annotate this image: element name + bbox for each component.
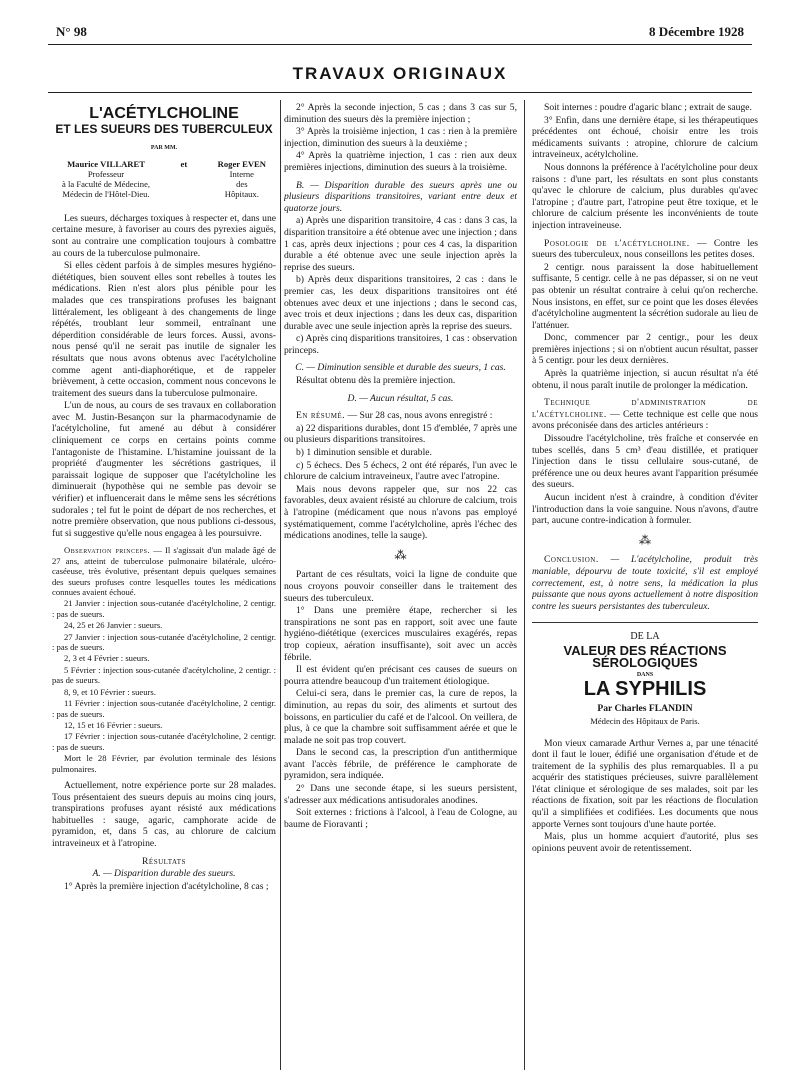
author-1-affil-2: Médecin de l'Hôtel-Dieu. <box>62 188 150 199</box>
paragraph: Après la quatrième injection, si aucun résultat n'a été obtenu, il nous paraît inutile de prolonger la médication. <box>532 368 758 391</box>
summary-paragraph <box>284 410 517 422</box>
observation-line: 8, 9, et 10 Février : sueurs. <box>64 686 156 697</box>
paragraph: Mon vieux camarade Arthur Vernes a, par une ténacité dont il faut le louer, édifié une organisation d'étude et de traitement de la syphilis des plus remarquables. Il a pu acquérir des statistiques précieuses, suivre parallèlement l'état clinique et sérologique de ses malades, soit par les réactions de fixation, soit par les réactions de floculation qu'il a simplifiées et codifiées. Les documents que nous apporte Vernes sont toujours d'une haute portée. <box>532 737 758 830</box>
paragraph: Il est évident qu'en précisant ces causes de sueurs on pourra attendre beaucoup d'un traitement étiologique. <box>284 664 517 687</box>
observation-line: 17 Février : injection sous-cutanée d'acétylcholine, 2 centigr. : pas de sueurs. <box>52 731 276 752</box>
paragraph: Donc, commencer par 2 centigr., pour les deux premières injections ; si on n'obtient aucun résultat, passer à 5 centigr. pour les deux dernières. <box>532 332 758 367</box>
paragraph: Actuellement, notre expérience porte sur 28 malades. Tous présentaient des sueurs depuis au moins cinq jours, transpirations profuses ayant résisté aux médications habituelles : sauge, agaric, camphorate acide de pyramidon, et, dans 5 cas, au chlorure de calcium intraveineux et à l'atropine. <box>52 779 276 849</box>
results-heading: Résultats <box>142 855 186 867</box>
author-2 <box>218 159 266 199</box>
header-rule <box>48 44 752 45</box>
conclusion-label: Conclusion. <box>544 554 599 566</box>
column-divider <box>524 100 525 1070</box>
paragraph: 1° Après la première injection d'acétylcholine, 8 cas ; <box>64 880 269 892</box>
paragraph: 2° Après la seconde injection, 5 cas ; dans 3 cas sur 5, diminution des sueurs dès la première injection ; <box>284 102 517 125</box>
section-ornament: ⁂ <box>394 547 407 562</box>
column-1 <box>52 102 276 1072</box>
section-rule <box>48 92 752 93</box>
paragraph: Mais, plus un homme acquiert d'autorité, plus ses opinions peuvent avoir de retentissement. <box>532 831 758 854</box>
subsection-c-title: C. — Diminution sensible et durable des sueurs, 1 cas. <box>295 362 506 374</box>
author-2-affil: des <box>236 178 248 189</box>
issue-number: N° 98 <box>56 24 87 39</box>
column-divider <box>280 100 281 1070</box>
conclusion-paragraph <box>532 554 758 612</box>
observation-line: 12, 15 et 16 Février : sueurs. <box>64 719 163 730</box>
posology-text: — Contre les sueurs des tuberculeux, nous conseillons les petites doses. <box>532 237 758 261</box>
by-line: PAR MM. <box>150 145 178 152</box>
author-1-affil: à la Faculté de Médecine, <box>62 178 151 189</box>
article2-title: VALEUR DES RÉACTIONS SÉROLOGIQUES <box>563 642 727 670</box>
paragraph: 2° Dans une seconde étape, si les sueurs persistent, s'adresser aux médications antisudorales anodines. <box>284 783 517 806</box>
et-text: et <box>180 158 188 169</box>
paragraph: Nous donnons la préférence à l'acétylcholine pour deux raisons : d'une part, les résultats en sont plus constants qu'avec le chlorure de calcium, plus durables qu'avec l'atropine ; d'autre part, l'atropine peut être toxique, et le chlorure de calcium présente les inconvénients de toute injection intraveineuse. <box>532 161 758 231</box>
paragraph: c) Après cinq disparitions transitoires, 1 cas : observation princeps. <box>284 333 517 356</box>
paragraph: Soit externes : frictions à l'alcool, à l'eau de Cologne, au baume de Fioravanti ; <box>284 807 517 830</box>
paragraph: Les sueurs, décharges toxiques à respecter et, dans une certaine mesure, à favoriser au cours des pyrexies aiguës, sont au contraire une complication toujours à combattre au cours de la tuberculose pulmonaire. <box>52 212 276 259</box>
observation-text: — Il s'agissait d'un malade âgé de 27 ans, atteint de tuberculose pulmonaire bilatérale, ulcéro-caséeuse, très évolutive, présentant depuis quelques semaines des sueurs profuses contre lesquelles toutes les médications connues avaient échoué. <box>52 545 276 598</box>
issue-date: 8 Décembre 1928 <box>648 24 744 39</box>
author-2-name: Roger EVEN <box>217 158 266 169</box>
subsection-d-title: D. — Aucun résultat, 5 cas. <box>347 392 454 404</box>
subsection-c-heading <box>284 362 517 374</box>
article-separator <box>532 622 758 623</box>
subsection-b-title: B. — Disparition durable des sueurs après une ou plusieurs disparitions transitoires, variant entre deux et quatorze jours. <box>284 179 517 214</box>
observation-line: 21 Janvier : injection sous-cutanée d'acétylcholine, 2 centigr. : pas de sueurs. <box>52 598 276 619</box>
conclusion-text: — L'acétylcholine, produit très maniable, dépourvu de toute toxicité, s'il est employé correctement, est, à notre sens, la médication la plus puissante que nous ayons actuellement à notre disposition contre les sueurs persistantes des tuberculeux. <box>532 554 758 612</box>
technique-paragraph <box>532 397 758 432</box>
observation-line: 27 Janvier : injection sous-cutanée d'acétylcholine, 2 centigr. : pas de sueurs. <box>52 631 276 653</box>
subsection-b-heading <box>284 180 517 215</box>
article2-title-pre: DE LA <box>630 631 660 643</box>
summary-label: En résumé. <box>296 410 346 422</box>
article2-affiliation: Médecin des Hôpitaux de Paris. <box>590 715 700 726</box>
technique-label: Technique d'administration de l'acétylcholine. <box>532 397 758 420</box>
article2-title-main: LA SYPHILIS <box>583 677 707 700</box>
paragraph: Mais nous devons rappeler que, sur nos 22 cas favorables, deux avaient résisté au chlorure de calcium, trois à l'atropine (médicament que nous n'avons pas employé systématiquement, comme l'acétylcholine, après l'échec des médications anodines, telle la sauge). <box>284 483 517 542</box>
paragraph: L'un de nous, au cours de ses travaux en collaboration avec M. Justin-Besançon sur la pharmacodynamie de l'acétylcholine, fut amené au début à considérer cliniquement ce corps en certains points comme l'antagoniste de l'histamine. L'histamine jouissant de la propriété d'augmenter les sécrétions gastriques, il paraissait logique de supposer que l'acétylcholine les diminuerait (hypothèse qui ne semble pas devoir se vérifier) et influencerait dans le même sens les sécrétions sudorales ; tel fut le point de départ de nos recherches, et notre première observation, que nous publions ci-dessous, fut si suggestive qu'elle nous engagea à les poursuivre. <box>52 400 276 539</box>
column-3 <box>532 102 758 1072</box>
author-2-affil-2: Hôpitaux. <box>224 188 259 199</box>
paragraph: a) Après une disparition transitoire, 4 cas : dans 3 cas, la disparition transitoire a été obtenue avec une injection ; dans 1 cas, après deux injections ; pour ces 4 cas, la disparition durable a été obtenue avec une seule injection après la reprise des sueurs. <box>284 215 517 273</box>
author-1-title: Professeur <box>87 168 125 179</box>
author-conjunction <box>181 159 188 199</box>
article2-title-mid: DANS <box>636 672 654 679</box>
section-ornament: ⁂ <box>639 532 651 547</box>
author-1 <box>62 159 150 199</box>
column-2 <box>284 102 517 1072</box>
observation-paragraph <box>52 545 276 597</box>
paragraph: 2 centigr. nous paraissent la dose habituellement suffisante, 5 centigr. celle à ne pas dépasser, si on ne veut pas obtenir un résultat contraire à celui qu'on recherche. Nous insistons, en effet, sur ce point que les doses élevées d'acétylcholine augmentent la sécrétion sudorale au lieu de l'atténuer. <box>532 261 758 331</box>
paragraph: c) 5 échecs. Des 5 échecs, 2 ont été réparés, l'un avec le chlorure de calcium intraveineux, l'autre avec l'atropine. <box>284 459 517 483</box>
paragraph: Si elles cèdent parfois à de simples mesures hygiéno-diététiques, bien souvent elles sont rebelles à toutes les médications. Rien n'est alors plus pénible pour les malades que ces transpirations profuses les baignant littéralement, les obligeant à des changements de linge répétés, troublant leur sommeil, entraînant une déperdition considérable de leurs forces. Aussi, avons-nous pensé qu'il ne serait pas inutile de signaler les résultats que nous avons obtenus avec l'acétylcholine comme agent anti-diaphorétique, et de rappeler brièvement, à cette occasion, comment nous concevons le traitement des sueurs dans la tuberculose pulmonaire. <box>52 260 276 399</box>
subsection-a-heading <box>52 868 276 880</box>
paragraph: b) 1 diminution sensible et durable. <box>296 447 432 459</box>
paragraph: b) Après deux disparitions transitoires, 2 cas : dans le premier cas, les deux disparitions transitoires ont été obtenues avec deux et une injections ; dans le second cas, avec trois et deux injections ; dans les deux cas, disparition durable avec une seule injection après la reprise des sueurs. <box>284 274 517 332</box>
paragraph: 1° Dans une première étape, rechercher si les transpirations ne sont pas en rapport, soit avec une faute hygiéno-diététique (exercices musculaires exagérés, repas trop copieux, aération insuffisante), soit avec un accès fébrile. <box>284 605 517 663</box>
paragraph: Dans le second cas, la prescription d'un antithermique avant l'accès fébrile, de préférence le camphorate de pyramidon, sera indiquée. <box>284 747 517 782</box>
observation-label: Observation princeps. <box>64 545 151 556</box>
observation-line: Mort le 28 Février, par évolution terminale des lésions pulmonaires. <box>52 753 276 774</box>
observation-line: 11 Février : injection sous-cutanée d'acétylcholine, 2 centigr. : pas de sueurs. <box>52 698 276 719</box>
subsection-a-title: A. — Disparition durable des sueurs. <box>92 868 236 880</box>
article-subtitle: ET LES SUEURS DES TUBERCULEUX <box>55 121 273 136</box>
author-1-name: Maurice VILLARET <box>67 158 145 169</box>
paragraph: Partant de ces résultats, voici la ligne de conduite que nous croyons pouvoir conseiller dans le traitement des sueurs des tuberculeux. <box>284 569 517 604</box>
posology-paragraph <box>532 238 758 261</box>
subsection-d-heading <box>284 393 517 405</box>
author-2-title: Interne <box>229 168 254 179</box>
section-title: TRAVAUX ORIGINAUX <box>292 64 508 83</box>
paragraph: a) 22 disparitions durables, dont 15 d'emblée, 7 après une ou plusieurs disparitions transitoires. <box>284 422 517 446</box>
paragraph: Résultat obtenu dès la première injection. <box>296 375 456 387</box>
observation-line: 24, 25 et 26 Janvier : sueurs. <box>64 620 163 631</box>
authors-block <box>52 159 276 199</box>
paragraph: Aucun incident n'est à craindre, à condition d'éviter l'introduction dans la voie sanguine. Nous n'avons, d'autre part, aucune contre-indication à formuler. <box>532 492 758 527</box>
paragraph: 4° Après la quatrième injection, 1 cas : rien aux deux premières injections, diminution des sueurs à la troisième. <box>284 150 517 173</box>
paragraph: 3° Après la troisième injection, 1 cas : rien à la première injection, diminution des sueurs à la deuxième ; <box>284 126 517 149</box>
paragraph: 3° Enfin, dans une dernière étape, si les thérapeutiques précédentes ont échoué, choisir entre les trois médicaments suivants : atropine, chlorure de calcium intraveineux, acétylcholine. <box>532 114 758 161</box>
observation-line: 2, 3 et 4 Février : sueurs. <box>64 653 150 664</box>
technique-text: — Cette technique est celle que nous avons préconisée dans des articles antérieurs : <box>532 408 758 432</box>
article2-author: Par Charles FLANDIN <box>597 703 693 715</box>
summary-text: — Sur 28 cas, nous avons enregistré : <box>345 410 493 422</box>
posology-label: Posologie de l'acétylcholine. <box>544 237 690 249</box>
article-title: L'ACÉTYLCHOLINE <box>89 105 239 122</box>
observation-line: 5 Février : injection sous-cutanée d'acétylcholine, 2 centigr. : pas de sueurs. <box>52 664 276 686</box>
paragraph: Soit internes : poudre d'agaric blanc ; extrait de sauge. <box>544 102 752 113</box>
paragraph: Celui-ci sera, dans le premier cas, la cure de repos, la diminution, au repas du soir, des aliments et surtout des boissons, en particulier du café et de l'alcool. On veillera, de plus, à ce que la chambre soit suffisamment aérée et que le malade ne soit pas trop couvert. <box>284 688 517 746</box>
paragraph: Dissoudre l'acétylcholine, très fraîche et conservée en tubes scellés, dans 5 cm³ d'eau distillée, et pratiquer l'injection dans le tissu cellulaire sous-cutané, de préférence une ou deux heures avant l'apparition présumée des sueurs. <box>532 433 758 491</box>
